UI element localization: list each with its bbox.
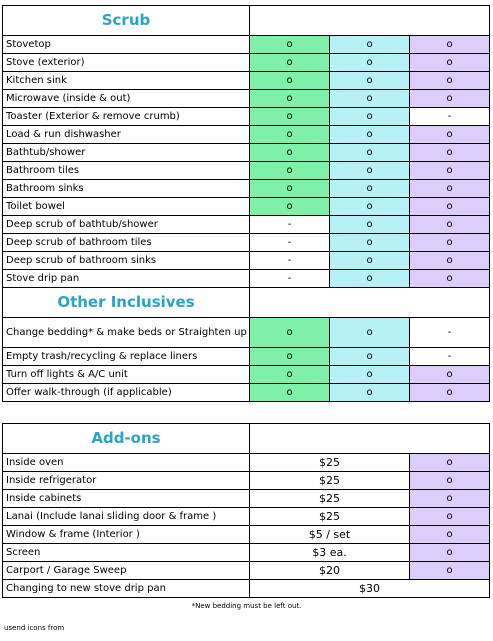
cell-blue: o [330,162,410,180]
table-row [3,54,490,72]
row-label: Toaster (Exterior & remove crumb) [3,108,250,126]
cell-white: - [250,270,330,288]
cell-green: o [250,384,330,402]
cell-purple: o [410,216,490,234]
cell-blue: o [330,234,410,252]
cell-green: o [250,366,330,384]
price-cell: $5 / set [250,526,410,544]
table-row [3,490,490,508]
cell-green: o [250,108,330,126]
cell-blue: o [330,252,410,270]
table-row [3,72,490,90]
inclusives-heading-blank [250,288,490,318]
inclusives-heading: Other Inclusives [3,288,250,318]
cell-green: o [250,54,330,72]
table-row [3,108,490,126]
cell-blue: o [330,144,410,162]
table-row [3,544,490,562]
cell-blue: o [330,348,410,366]
cell-purple: o [410,270,490,288]
row-label: Change bedding* & make beds or Straighten up [3,318,250,348]
cell-purple: o [410,384,490,402]
row-label: Deep scrub of bathtub/shower [3,216,250,234]
price-cell: $25 [250,490,410,508]
cell-purple: o [410,366,490,384]
cell-blue: o [330,384,410,402]
cell-purple: o [410,544,490,562]
cell-purple: o [410,198,490,216]
row-label: Load & run dishwasher [3,126,250,144]
addons-heading: Add-ons [3,424,250,454]
cell-purple: o [410,508,490,526]
table-row [3,198,490,216]
cell-blue: o [330,366,410,384]
table-row [3,318,490,348]
cell-purple: o [410,454,490,472]
table-row [3,90,490,108]
cell-blue: o [330,198,410,216]
cell-purple: o [410,90,490,108]
row-label: Window & frame (Interior ) [3,526,250,544]
row-label: Deep scrub of bathroom sinks [3,252,250,270]
cell-purple: o [410,472,490,490]
row-label: Empty trash/recycling & replace liners [3,348,250,366]
cell-white: - [410,108,490,126]
cell-green: o [250,90,330,108]
cell-green: o [250,162,330,180]
row-label: Screen [3,544,250,562]
cell-purple: o [410,162,490,180]
table-row [3,580,490,598]
row-label: Deep scrub of bathroom tiles [3,234,250,252]
price-cell: $25 [250,454,410,472]
cell-blue: o [330,36,410,54]
cell-white: - [250,234,330,252]
row-label: Changing to new stove drip pan [3,580,250,598]
cell-purple: o [410,54,490,72]
cell-blue: o [330,54,410,72]
cell-green: o [250,36,330,54]
row-label: Stove drip pan [3,270,250,288]
row-label: Lanai (Include lanai sliding door & frame ) [3,508,250,526]
table-row [3,162,490,180]
addons-heading-blank [250,424,490,454]
row-label: Carport / Garage Sweep [3,562,250,580]
addons-table [2,423,490,598]
cell-purple: o [410,144,490,162]
footer-text: usend icons from [4,624,65,632]
cell-blue: o [330,126,410,144]
table-row [3,126,490,144]
cell-white: - [410,348,490,366]
table-row [3,180,490,198]
scrub-heading-blank [250,6,490,36]
price-cell: $20 [250,562,410,580]
row-label: Turn off lights & A/C unit [3,366,250,384]
cell-green: o [250,318,330,348]
cell-purple: o [410,72,490,90]
table-row [3,348,490,366]
row-label: Bathtub/shower [3,144,250,162]
service-table [2,5,490,402]
row-label: Inside oven [3,454,250,472]
table-row [3,234,490,252]
bedding-note: *New bedding must be left out. [191,602,302,610]
cell-purple: o [410,180,490,198]
cell-blue: o [330,216,410,234]
table-row [3,562,490,580]
cell-blue: o [330,108,410,126]
table-row [3,252,490,270]
price-cell: $25 [250,472,410,490]
cell-white: - [410,318,490,348]
row-label: Bathroom sinks [3,180,250,198]
cell-blue: o [330,318,410,348]
row-label: Inside refrigerator [3,472,250,490]
cell-blue: o [330,90,410,108]
row-label: Toilet bowel [3,198,250,216]
table-row [3,36,490,54]
price-cell: $30 [250,580,490,598]
row-label: Inside cabinets [3,490,250,508]
table-row [3,508,490,526]
table-row [3,526,490,544]
cell-purple: o [410,252,490,270]
cell-purple: o [410,526,490,544]
cell-blue: o [330,270,410,288]
cell-green: o [250,198,330,216]
table-row [3,472,490,490]
row-label: Stovetop [3,36,250,54]
row-label: Bathroom tiles [3,162,250,180]
table-row [3,144,490,162]
row-label: Kitchen sink [3,72,250,90]
cell-blue: o [330,180,410,198]
table-row [3,384,490,402]
cell-white: - [250,216,330,234]
cell-green: o [250,144,330,162]
cell-blue: o [330,72,410,90]
cell-purple: o [410,490,490,508]
table-row [3,366,490,384]
row-label: Offer walk-through (if applicable) [3,384,250,402]
row-label: Stove (exterior) [3,54,250,72]
cell-green: o [250,72,330,90]
cell-purple: o [410,36,490,54]
scrub-heading: Scrub [3,6,250,36]
cell-purple: o [410,126,490,144]
cell-green: o [250,180,330,198]
table-row [3,216,490,234]
price-cell: $25 [250,508,410,526]
table-row [3,454,490,472]
cell-green: o [250,126,330,144]
table-row [3,270,490,288]
cell-purple: o [410,234,490,252]
row-label: Microwave (inside & out) [3,90,250,108]
cell-white: - [250,252,330,270]
price-cell: $3 ea. [250,544,410,562]
cell-green: o [250,348,330,366]
cell-purple: o [410,562,490,580]
